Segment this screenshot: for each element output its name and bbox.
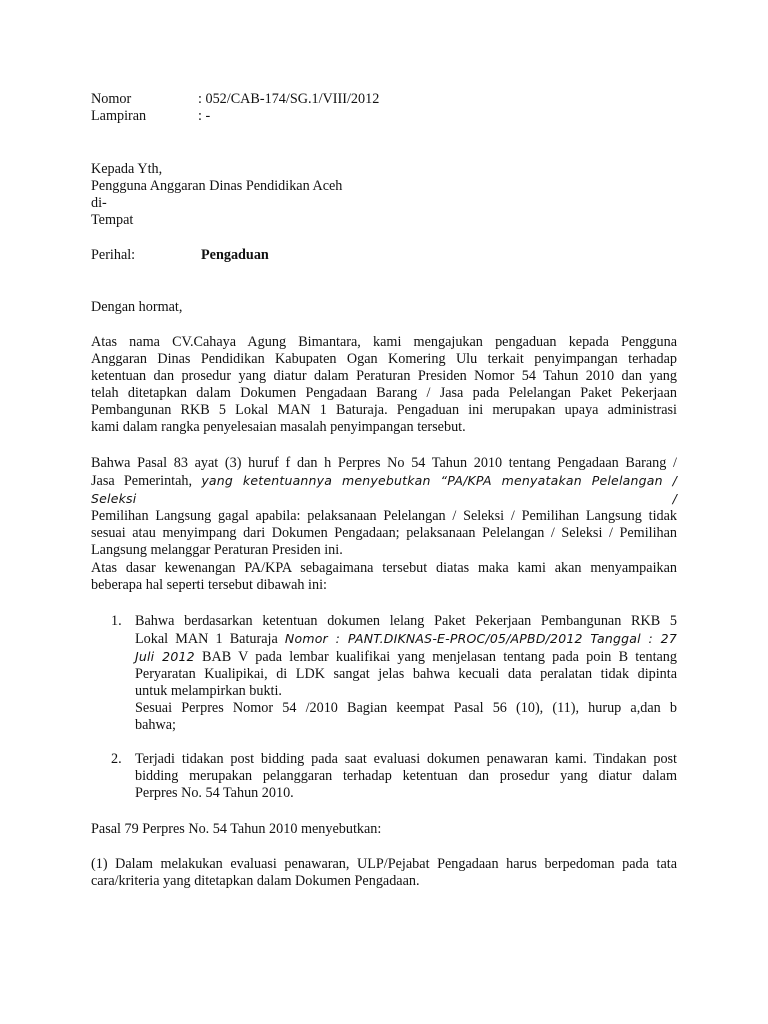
paragraph-2-line: Pemilihan Langsung gagal apabila: pelaksanaan Pelelangan / Seleksi / Pemilihan Langsung tidak bbox=[91, 508, 677, 524]
nomor-value: : 052/CAB-174/SG.1/VIII/2012 bbox=[198, 91, 380, 107]
recipient-line-2: Pengguna Anggaran Dinas Pendidikan Aceh bbox=[91, 178, 343, 194]
greeting: Dengan hormat, bbox=[91, 299, 183, 315]
list-item-1-line: untuk melampirkan bukti. bbox=[135, 683, 282, 699]
paragraph-3 bbox=[91, 560, 677, 594]
recipient-line-4: Tempat bbox=[91, 212, 134, 228]
nomor-row bbox=[91, 91, 379, 108]
list-item-1-text: Lokal MAN 1 Baturaja bbox=[135, 631, 285, 647]
list-item-1-line: Peryaratan Kualipikai, di LDK sangat jelas bahwa kecuali data peralatan tidak dipinta bbox=[135, 666, 677, 682]
paragraph-2-line: sesuai atau menyimpang dari Dokumen Pengadaan; pelaksanaan Pelelangan / Seleksi / Pemilihan bbox=[91, 525, 677, 541]
item-2-number: 2. bbox=[111, 751, 122, 767]
paragraph-2-line: Langsung melanggar Peraturan Presiden ini. bbox=[91, 542, 343, 558]
list-item-1-handwritten-date: Juli 2012 bbox=[135, 649, 195, 664]
lampiran-row bbox=[91, 108, 210, 125]
list-item-2-line: bidding merupakan pelanggaran terhadap ketentuan dan prosedur yang diatur dalam bbox=[135, 768, 677, 784]
nomor-label: Nomor bbox=[91, 91, 132, 107]
list-item-1-line bbox=[135, 648, 677, 666]
recipient-line-1: Kepada Yth, bbox=[91, 161, 163, 177]
subject-label: Perihal: bbox=[91, 247, 136, 263]
list-item-1 bbox=[135, 613, 677, 734]
paragraph-1-line: telah ditetapkan dalam Dokumen Pengadaan Barang / Jasa pada Pelelangan Paket Pekerjaan bbox=[91, 385, 677, 401]
paragraph-2-handwritten-text: yang ketentuannya menyebutkan “PA/KPA menyatakan Pelelangan / Seleksi / bbox=[91, 473, 678, 506]
paragraph-2 bbox=[91, 455, 677, 559]
paragraph-2-line: Bahwa Pasal 83 ayat (3) huruf f dan h Perpres No 54 Tahun 2010 tentang Pengadaan Barang / bbox=[91, 455, 677, 471]
list-item-1-line: Bahwa berdasarkan ketentuan dokumen lelang Paket Pekerjaan Pembangunan RKB 5 bbox=[135, 613, 677, 629]
paragraph-3-line: Atas dasar kewenangan PA/KPA sebagaimana tersebut diatas maka kami akan menyampaikan bbox=[91, 560, 677, 576]
paragraph-5-line: cara/kriteria yang ditetapkan dalam Dokumen Pengadaan. bbox=[91, 873, 420, 889]
paragraph-1-line: ketentuan dan prosedur yang diatur dalam Peraturan Presiden Nomor 54 Tahun 2010 dan yang bbox=[91, 368, 677, 384]
lampiran-label: Lampiran bbox=[91, 108, 147, 124]
list-item-1-handwritten-text: Nomor : PANT.DIKNAS-E-PROC/05/APBD/2012 Tanggal : 27 bbox=[284, 631, 677, 646]
paragraph-1-line: Anggaran Dinas Pendidikan Kabupaten Ogan Komering Ulu terkait penyimpangan terhadap bbox=[91, 351, 677, 367]
item-1-number: 1. bbox=[111, 613, 122, 629]
list-item-1-line bbox=[135, 630, 677, 648]
list-item-2-line: Terjadi tidakan post bidding pada saat evaluasi dokumen penawaran kami. Tindakan post bbox=[135, 751, 677, 767]
list-item-1-line: bahwa; bbox=[135, 717, 176, 733]
list-item-2-line: Perpres No. 54 Tahun 2010. bbox=[135, 785, 294, 801]
paragraph-1-line: kami dalam rangka penyelesaian masalah penyimpangan tersebut. bbox=[91, 419, 466, 435]
recipient-line-3: di- bbox=[91, 195, 107, 211]
paragraph-1-line: Atas nama CV.Cahaya Agung Bimantara, kami mengajukan pengaduan kepada Pengguna bbox=[91, 334, 677, 350]
paragraph-5 bbox=[91, 856, 677, 890]
list-item-1-text: BAB V pada lembar kualifikai yang menjelasan tentang pada poin B tentang bbox=[194, 649, 677, 665]
paragraph-2-line bbox=[91, 472, 677, 508]
paragraph-3-line: beberapa hal seperti tersebut dibawah ini: bbox=[91, 577, 327, 593]
list-item-1-line: Sesuai Perpres Nomor 54 /2010 Bagian keempat Pasal 56 (10), (11), hurup a,dan b bbox=[135, 700, 677, 716]
paragraph-2-text: Jasa Pemerintah, bbox=[91, 473, 202, 489]
list-item-2 bbox=[135, 751, 677, 802]
subject-row bbox=[91, 247, 269, 264]
paragraph-1 bbox=[91, 334, 677, 436]
lampiran-value: : - bbox=[198, 108, 211, 124]
paragraph-5-line: (1) Dalam melakukan evaluasi penawaran, ULP/Pejabat Pengadaan harus berpedoman pada tata bbox=[91, 856, 677, 872]
paragraph-4: Pasal 79 Perpres No. 54 Tahun 2010 menyebutkan: bbox=[91, 821, 382, 837]
subject-value: Pengaduan bbox=[201, 247, 269, 263]
paragraph-1-line: Pembangunan RKB 5 Lokal MAN 1 Baturaja. Pengaduan ini merupakan upaya administrasi bbox=[91, 402, 677, 418]
